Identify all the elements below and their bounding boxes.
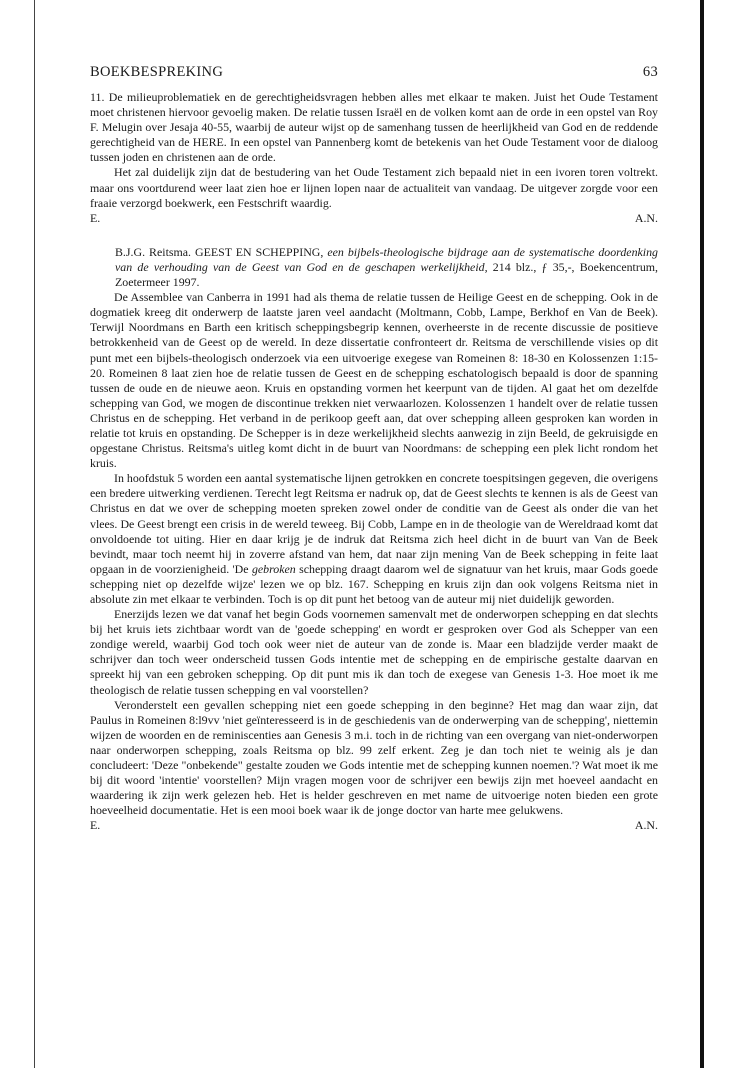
review-paragraph-2 <box>90 471 658 607</box>
page-number: 63 <box>642 64 658 80</box>
review-paragraph-4: Veronderstelt een gevallen schepping niet een goede schepping in den beginne? Het mag dan waar zijn, dat Paulus in Romeinen 8:l9vv 'niet geïnteresseerd is in de geschiedenis van de onderwerping van de schepping', niettemin wijzen de woorden en de reminiscenties aan Genesis 3 m.i. toch in de richting van een overgang van niet-onderworpen naar onderworpen schepping, zoals Reitsma op blz. 99 zelf erkent. Zeg je dan toch niet te weinig als je dan concludeert: 'Deze "onbekende" gestalte zouden we Gods intentie met de schepping kunnen noemen.'? Wat moet ik me bij dit woord 'intentie' voorstellen? Mijn vragen mogen voor de schrijver een bewijs zijn met hoeveel aandacht en waardering ik zijn werk gelezen heb. Het is helder geschreven en met name de uitvoerige noten bieden een grote hoeveelheid documentatie. Het is een mooi boek waar ik de jonge doctor van harte mee gelukwens. <box>90 697 658 818</box>
left-page-edge <box>34 0 35 1068</box>
header-title: BOEKBESPREKING <box>90 64 224 80</box>
prev-sig-right: A.N. <box>634 210 658 225</box>
page <box>90 64 658 834</box>
review-paragraph-2a: In hoofdstuk 5 worden een aantal systematische lijnen getrokken en concrete toespitsingen gegeven, die overigens een bredere uitwerking verdienen. Terecht legt Reitsma er nadruk op, dat de Geest slechts te kennen is als de Geest van Christus en dat we over de schepping moeten spreken zowel onder de conditie van de Geest als onder die van het vlees. De Geest brengt een crisis in de wereld teweeg. Bij Cobb, Lampe en in de theologie van de Wereldraad komt dat onvoldoende tot uiting. Hier en daar krijg je de indruk dat Reitsma zich heel dicht in de buurt van Van de Beek bevindt, maar toch neemt hij in zoverre afstand van hem, dat naar zijn mening Van de Beek schepping in feite laat opgaan in de voorzienigheid. 'De <box>90 471 658 576</box>
review-publication: 214 blz., ƒ 35,-, Boekencentrum, Zoetermeer 1997. <box>115 259 658 290</box>
review-paragraph-2-emphasis: gebroken <box>251 561 296 576</box>
review-author-title: B.J.G. Reitsma. GEEST EN SCHEPPING, <box>115 244 324 259</box>
review-paragraph-1: De Assemblee van Canberra in 1991 had als thema de relatie tussen de Heilige Geest en de schepping. Ook in de dogmatiek kreeg dit onderwerp de laatste jaren veel aandacht (Moltmann, Cobb, Lampe, Berkhof en Van de Beek). Terwijl Noordmans en Barth een kritisch scheppingsbegrip kennen, overheerste in de recente discussie de positieve betrokkenheid van de Geest op de wereld. In deze dissertatie confronteert dr. Reitsma de verschillende visies op dit punt met een bijbels-theologisch onderzoek via een uitvoerige exegese van Romeinen 8: 18-30 en Kolossenzen 1:15-20. Romeinen 8 laat zien hoe de relatie tussen de Geest en de schepping eschatologisch bepaald is door de spanning tussen de oude en de nieuwe aeon. Kruis en opstanding vormen het keerpunt van de tijden. Al gaat het om dezelfde schepping van God, we mogen de discontinue trekken niet verwaarlozen. Kolossenzen 1 handelt over de relatie tussen Christus en de schepping. Het verband in de perikoop geeft aan, dat over schepping alleen gesproken kan worden in relatie tot kruis en opstanding. De Schepper is in deze werkelijkheid slechts aanwezig in zijn Beeld, de gekruisigde en opgestane Christus. Reitsma's uitleg komt dicht in de buurt van Noordmans: de schepping een plek licht rondom het kruis. <box>90 290 658 471</box>
prev-signature <box>90 211 658 226</box>
review-paragraph-2b: schepping draagt daarom wel de signatuur van het kruis, maar Gods goede schepping niet op dezelfde wijze' lezen we op blz. 167. Schepping en kruis zijn dan ook volgens Reitsma niet in absolute zin met elkaar te verbinden. Toch is op dit punt het betoog van de auteur mij niet duidelijk geworden. <box>90 561 659 606</box>
review-sig-right: A.N. <box>634 818 658 833</box>
prev-paragraph-2: Het zal duidelijk zijn dat de bestudering van het Oude Testament zich bepaald niet in een ivoren toren voltrekt. maar ons voortdurend weer laat zien hoe er lijnen lopen naar de actualiteit van vandaag. De uitgever zorgde voor een fraaie verzorgd boekwerk, een Festschrift waardig. <box>90 165 658 210</box>
review-paragraph-3: Enerzijds lezen we dat vanaf het begin Gods voornemen samenvalt met de onderworpen schepping en dat slechts bij het kruis iets zichtbaar wordt van de 'goede schepping' en wordt er gesproken over God als Schepper van een zondige wereld, waarbij God toch ook weer niet de auteur van de zonde is. Maar een bladzijde verder maakt de schrijver dan toch weer onderscheid tussen Gods intentie met de schepping en de empirische gestalte daarvan en spreekt hij van een gebroken schepping. Op dit punt mis ik dan toch de exegese van Genesis 1-3. Hoe moet ik me theologisch de relatie tussen schepping en val voorstellen? <box>90 607 658 697</box>
right-page-edge <box>700 0 704 1068</box>
prev-paragraph-1: 11. De milieuproblematiek en de gerechtigheidsvragen hebben alles met elkaar te maken. Juist het Oude Testament moet christenen hiervoor gevoelig maken. De relatie tussen Israël en de volken komt aan de orde in een opstel van Roy F. Melugin over Jesaja 40-55, waarbij de auteur wijst op de samenhang tussen de heerlijkheid van God en de reddende gerechtigheid van de HERE. In een opstel van Pannenberg komt de betekenis van het Oude Testament voor de dialoog tussen joden en christenen aan de orde. <box>90 90 658 165</box>
review-sig-left: E. <box>90 818 101 833</box>
review-heading <box>90 245 658 290</box>
running-header <box>90 64 658 81</box>
body-text <box>90 90 658 834</box>
review-subtitle: een bijbels-theologische bijdrage aan de systematische doordenking van de verhouding van de Geest van God en de geschapen werkelijkheid, <box>115 244 658 274</box>
prev-sig-left: E. <box>90 210 101 225</box>
review-signature <box>90 818 658 833</box>
